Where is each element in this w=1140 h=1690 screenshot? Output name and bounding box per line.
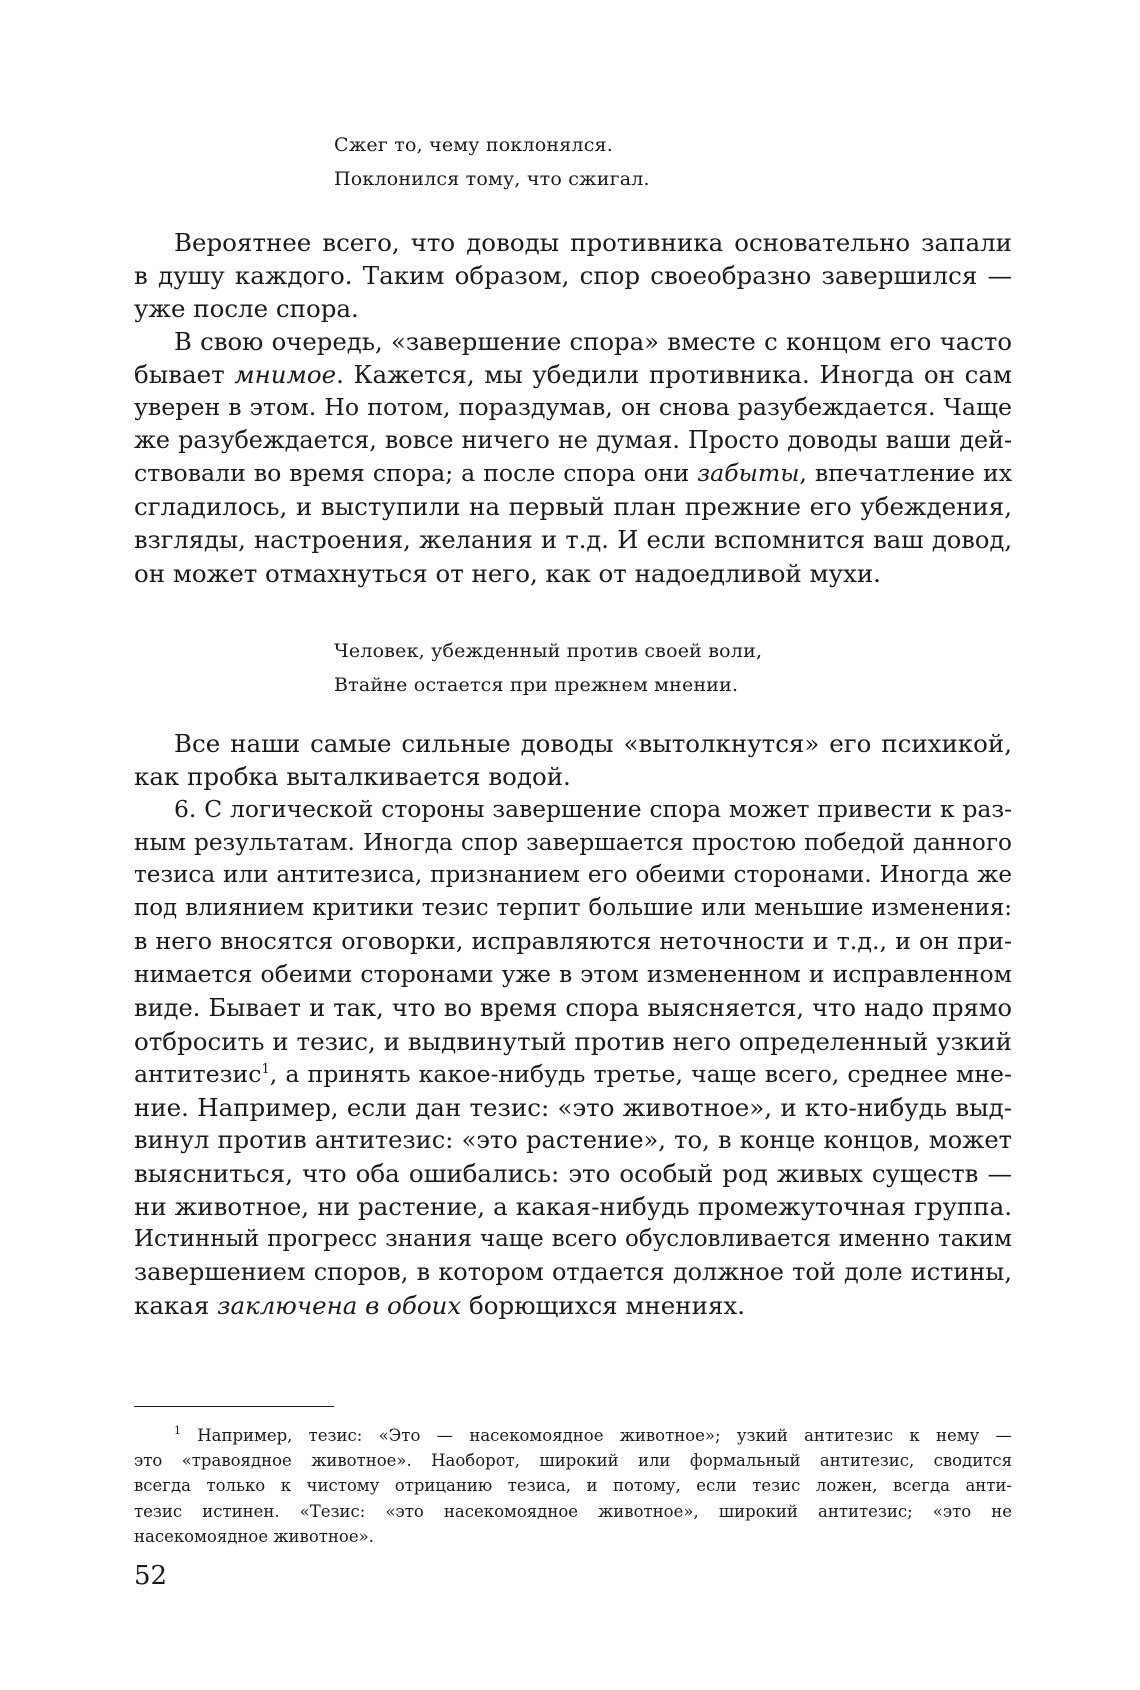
text-line: выясниться, что оба ошибались: это особый род живых существ — [134, 1159, 1012, 1189]
footnote-line: всегда только к чистому отрицанию тезиса, и потому, если тезис ложен, всегда анти- [134, 1476, 1012, 1496]
text-line: же разубеждается, вовсе ничего не думая. Просто доводы ваши дей- [134, 426, 1012, 455]
footnote-reference[interactable]: 1 [261, 1061, 270, 1077]
footnote [134, 1423, 1012, 1549]
text-line: В свою очередь, «завершение спора» вместе с концом его часто [174, 327, 1012, 356]
text-line: уверен в этом. Но потом, пораздумав, он снова разубеждается. Чаще [134, 393, 1012, 422]
text-line: ствовали во время спора; а после спора они забыты, впечатление их [134, 459, 1013, 488]
text-line: тезиса или антитезиса, признанием его обеими сторонами. Иногда же [134, 862, 1012, 889]
text-line: винул против антитезис: «это растение», то, в конце концов, может [134, 1125, 1012, 1154]
italic-text: забыты [697, 459, 800, 488]
text-line: сгладилось, и выступили на первый план прежние его убеждения, [134, 492, 1012, 522]
paragraph [134, 727, 1012, 793]
paragraph [134, 793, 1012, 1323]
epigraph-line: Сжег то, чему поклонялся. [334, 134, 613, 156]
text-line: Истинный прогресс знания чаще всего обусловливается именно таким [134, 1226, 1012, 1253]
epigraph-line: Поклонился тому, что сжигал. [334, 168, 650, 190]
text-line: ние. Например, если дан тезис: «это животное», и кто-нибудь выд- [134, 1092, 1012, 1122]
text-line: Вероятнее всего, что доводы противника основательно запали [174, 228, 1012, 257]
page-number: 52 [134, 1561, 168, 1591]
paragraph [134, 325, 1012, 590]
text-line: Все наши самые сильные доводы «вытолкнутся» его психикой, [174, 729, 1012, 758]
text-line: под влиянием критики тезис терпит большие или меньшие изменения: [134, 895, 1012, 922]
footnote-marker: 1 [174, 1424, 181, 1437]
text-line: бывает мнимое. Кажется, мы убедили противника. Иногда он сам [134, 360, 1012, 390]
book-page [134, 0, 1012, 1690]
paragraph [134, 226, 1012, 325]
text-line: антитезис$^1$, а принять какое-нибудь третье, чаще всего, среднее мне- [134, 1059, 1012, 1088]
italic-text: мнимое [234, 360, 337, 390]
epigraph-top [334, 128, 650, 196]
text-line: завершением споров, в котором отдается должное той доле истины, [134, 1258, 1012, 1287]
footnote-line: тезис истинен. «Тезис: «это насекомоядное животное», широкий антитезис; «это не [134, 1501, 1012, 1521]
text-line: отбросить и тезис, и выдвинутый против него определенный узкий [134, 1026, 1012, 1056]
epigraph-line: Человек, убежденный против своей воли, [334, 640, 763, 662]
text-line: 6. С логической стороны завершение спора может привести к раз- [174, 795, 1012, 823]
italic-text: заключена в обоих [217, 1291, 462, 1321]
footnote-line: это «травоядное животное». Наоборот, широкий или формальный антитезис, сводится [134, 1451, 1012, 1471]
epigraph-middle [334, 634, 762, 702]
footnote-line: насекомоядное животное». [134, 1526, 374, 1546]
text-line: ным результатам. Иногда спор завершается простою победой данного [134, 829, 1012, 857]
text-line: уже после спора. [134, 294, 359, 324]
text-line: как пробка выталкивается водой. [134, 762, 571, 792]
text-line: ни животное, ни растение, а какая-нибудь промежуточная группа. [134, 1192, 1012, 1222]
text-line: какая заключена в обоих борющихся мнениях. [134, 1291, 746, 1321]
epigraph-line: Втайне остается при прежнем мнении. [334, 674, 739, 696]
footnote-line: $^1$ Например, тезис: «Это — насекомоядное животное»; узкий антитезис к нему — [174, 1424, 1012, 1445]
text-line: взгляды, настроения, желания и т.д. И если вспомнится ваш довод, [134, 525, 1012, 554]
text-line: виде. Бывает и так, что во время спора выясняется, что надо прямо [134, 993, 1012, 1022]
text-line: он может отмахнуться от него, как от надоедливой мухи. [134, 558, 881, 588]
text-line: нимается обеими сторонами уже в этом измененном и исправленном [134, 960, 1012, 989]
text-line: в него вносятся оговорки, исправляются неточности и т.д., и он при- [134, 927, 1012, 956]
text-line: в душу каждого. Таким образом, спор своеобразно завершился — [134, 261, 1012, 291]
footnote-divider [134, 1406, 334, 1407]
